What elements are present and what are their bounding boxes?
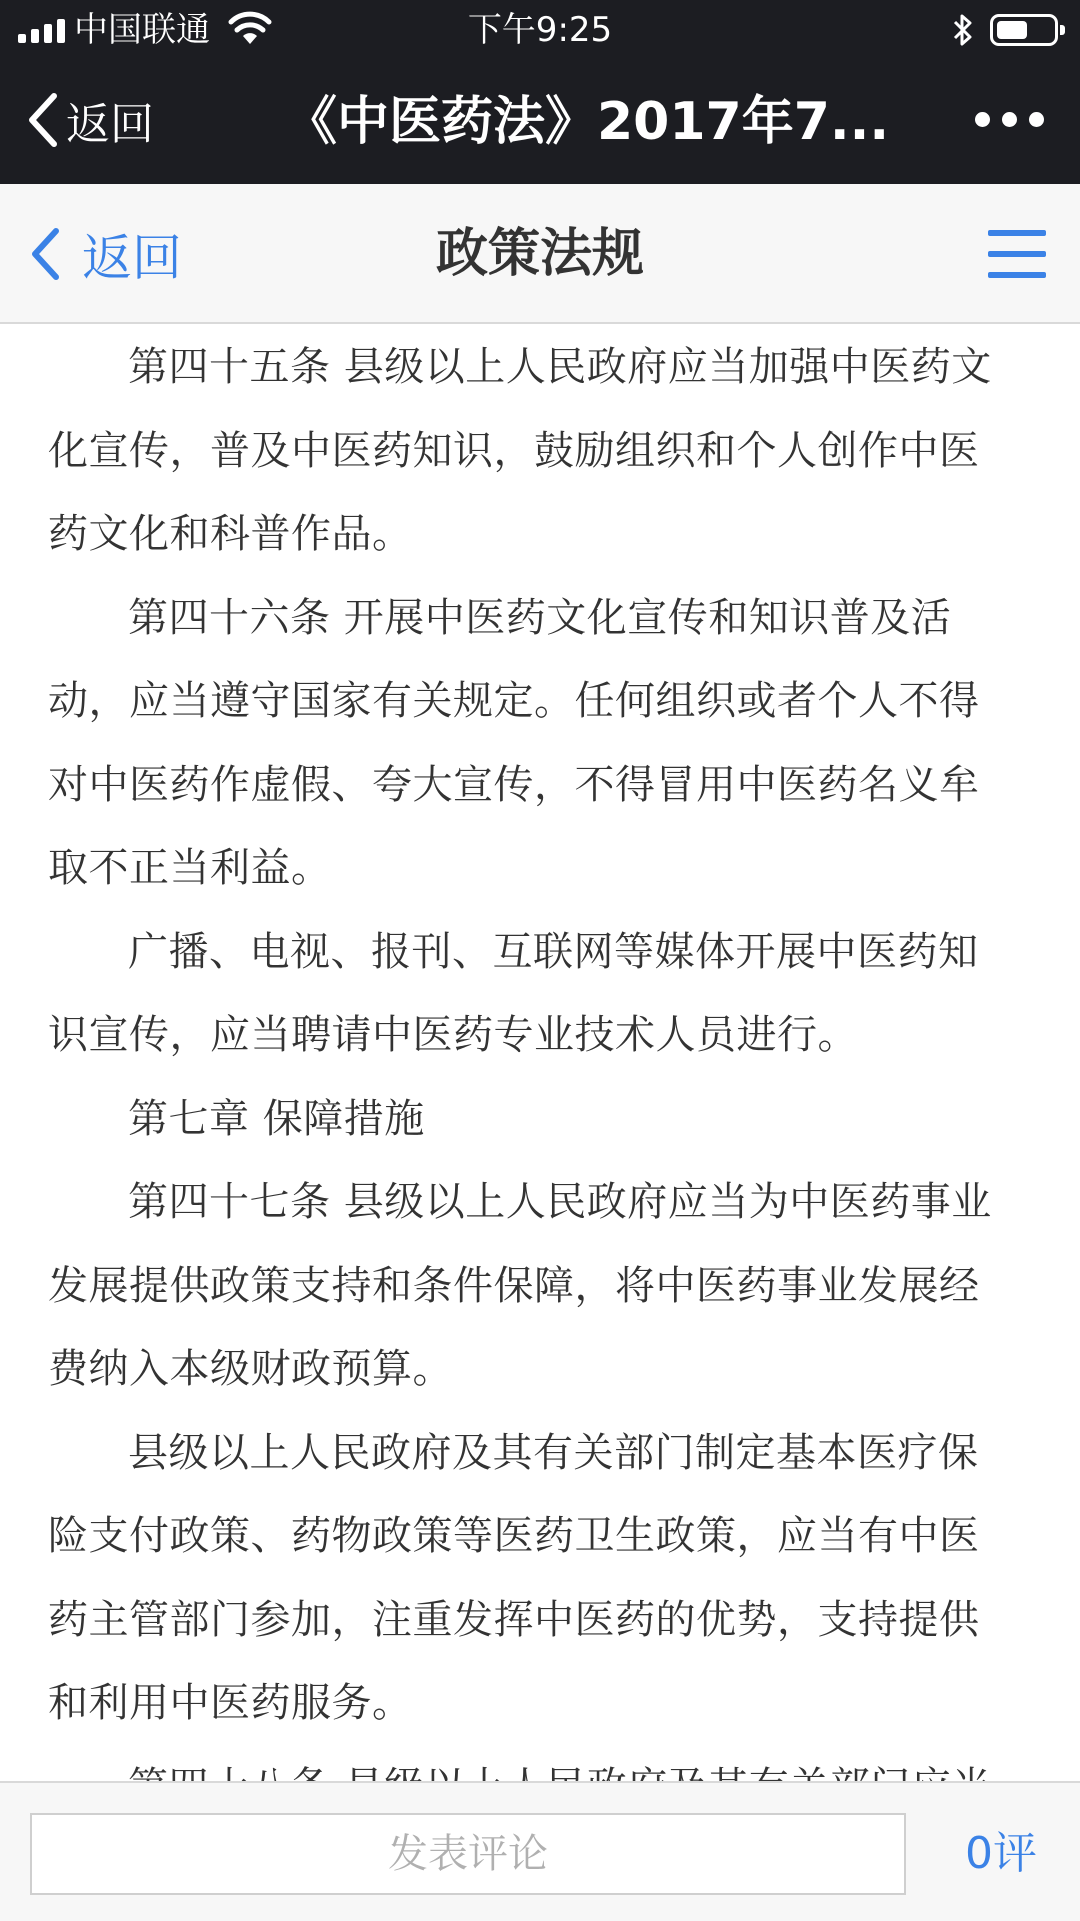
article-paragraph: 第四十五条 县级以上人民政府应当加强中医药文化宣传，普及中医药知识，鼓励组织和个人创作中医药文化和科普作品。 <box>48 344 992 557</box>
battery-icon <box>990 14 1058 46</box>
comment-input[interactable]: 发表评论 <box>30 1813 906 1895</box>
browser-nav-bar <box>0 60 1080 184</box>
status-time: 下午9:25 <box>467 10 613 50</box>
page-header <box>0 184 1080 324</box>
chevron-left-icon <box>26 92 60 148</box>
section-heading: 政策法规 <box>435 224 644 284</box>
article-body[interactable] <box>0 326 1080 1781</box>
article-paragraph: 县级以上人民政府及其有关部门制定基本医疗保险支付政策、药物政策等医药卫生政策，应当有中医药主管部门参加，注重发挥中医药的优势，支持提供和利用中医药服务。 <box>48 1429 980 1726</box>
comment-bar <box>0 1781 1080 1921</box>
carrier-name: 中国联通 <box>74 10 210 50</box>
browser-back-label: 返回 <box>66 99 154 150</box>
bluetooth-icon <box>950 12 976 48</box>
menu-icon[interactable] <box>988 230 1046 278</box>
status-bar <box>0 0 1080 60</box>
article-paragraph: 广播、电视、报刊、互联网等媒体开展中医药知识宣传，应当聘请中医药专业技术人员进行。 <box>48 928 979 1058</box>
more-options-button[interactable] <box>975 112 1044 127</box>
comment-count-link[interactable]: 0评 <box>965 1828 1037 1879</box>
browser-back-button[interactable] <box>26 88 154 152</box>
article-paragraph: 第四十七条 县级以上人民政府应当为中医药事业发展提供政策支持和条件保障，将中医药事业发展经费纳入本级财政预算。 <box>48 1179 992 1392</box>
back-label: 返回 <box>82 229 182 287</box>
more-dots-icon <box>975 112 990 127</box>
page-title: 《中医药法》2017年7... <box>285 92 890 152</box>
chapter-heading: 第七章 保障措施 <box>128 1095 425 1142</box>
article-paragraph: 第四十六条 开展中医药文化宣传和知识普及活动，应当遵守国家有关规定。任何组织或者个人不得对中医药作虚假、夸大宣传，不得冒用中医药名义牟取不正当利益。 <box>48 594 980 891</box>
